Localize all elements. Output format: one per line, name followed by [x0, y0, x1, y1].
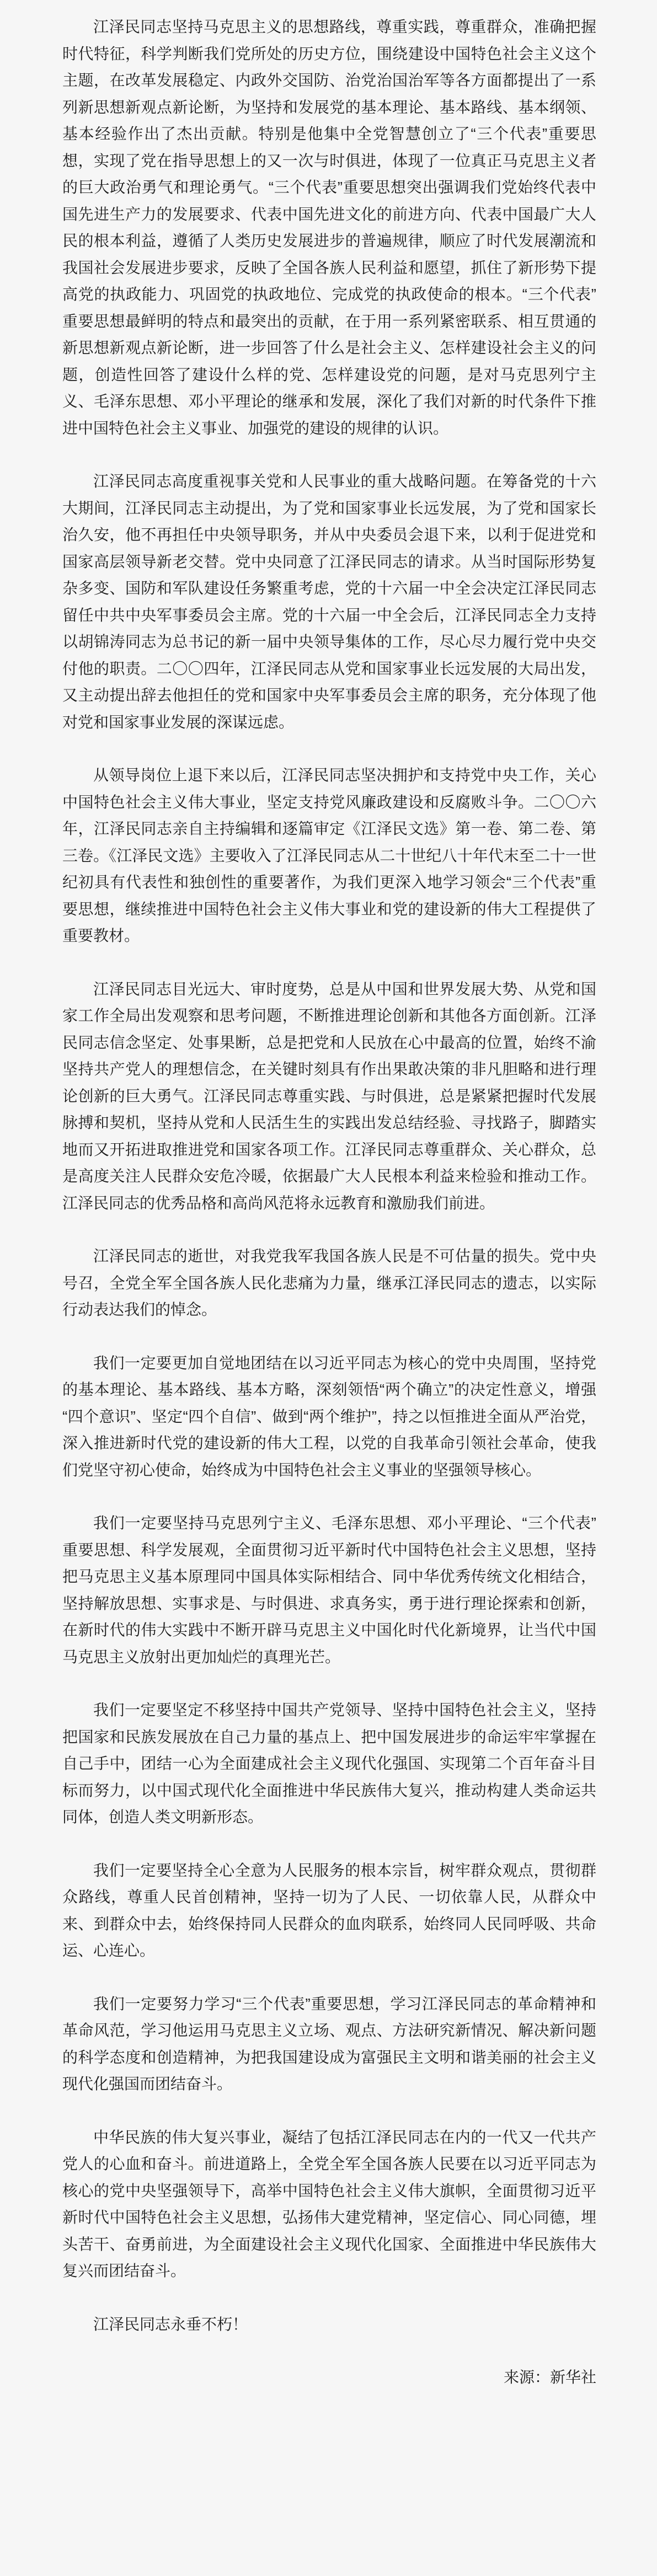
article-paragraph: 我们一定要努力学习“三个代表”重要思想，学习江泽民同志的革命精神和革命风范，学习他运用马克思主义立场、观点、方法研究新情况、解决新问题的科学态度和创造精神，为把我国建设成为富强民主文明和谐美丽的社会主义现代化强国而团结奋斗。 [62, 1995, 596, 2092]
article-paragraph: 我们一定要坚持马克思列宁主义、毛泽东思想、邓小平理论、“三个代表”重要思想、科学发展观，全面贯彻习近平新时代中国特色社会主义思想，坚持把马克思主义基本原理同中国具体实际相结合、同中华优秀传统文化相结合，坚持解放思想、实事求是、与时俱进、求真务实，勇于进行理论探索和创新，在新时代的伟大实践中不断开辟马克思主义中国化时代化新境界，让当代中国马克思主义放射出更加灿烂的真理光芒。 [62, 1514, 596, 1665]
article-paragraph: 从领导岗位上退下来以后，江泽民同志坚决拥护和支持党中央工作，关心中国特色社会主义伟大事业，坚定支持党风廉政建设和反腐败斗争。二〇〇六年，江泽民同志亲自主持编辑和逐篇审定《江泽民文选》第一卷、第二卷、第三卷。《江泽民文选》主要收入了江泽民同志从二十世纪八十年代末至二十一世纪初具有代表性和独创性的重要著作，为我们更深入地学习领会“三个代表”重要思想，继续推进中国特色社会主义伟大事业和党的建设新的伟大工程提供了重要教材。 [62, 767, 596, 944]
article-paragraph: 江泽民同志高度重视事关党和人民事业的重大战略问题。在筹备党的十六大期间，江泽民同志主动提出，为了党和国家事业长远发展，为了党和国家长治久安，他不再担任中央领导职务，并从中央委员会退下来，以利于促进党和国家高层领导新老交替。党中央同意了江泽民同志的请求。从当时国际形势复杂多变、国防和军队建设任务繁重考虑，党的十六届一中全会决定江泽民同志留任中共中央军事委员会主席。党的十六届一中全会后，江泽民同志全力支持以胡锦涛同志为总书记的新一届中央领导集体的工作，尽心尽力履行党中央交付他的职责。二〇〇四年，江泽民同志从党和国家事业长远发展的大局出发，又主动提出辞去他担任的党和国家中央军事委员会主席的职务，充分体现了他对党和国家事业发展的深谋远虑。 [62, 473, 596, 731]
article-paragraph: 我们一定要坚持全心全意为人民服务的根本宗旨，树牢群众观点，贯彻群众路线，尊重人民首创精神，坚持一切为了人民、一切依靠人民，从群众中来、到群众中去，始终保持同人民群众的血肉联系，始终同人民同呼吸、共命运、心连心。 [62, 1861, 596, 1959]
article-paragraph: 中华民族的伟大复兴事业，凝结了包括江泽民同志在内的一代又一代共产党人的心血和奋斗。前进道路上，全党全军全国各族人民要在以习近平同志为核心的党中央坚强领导下，高举中国特色社会主义伟大旗帜，全面贯彻习近平新时代中国特色社会主义思想，弘扬伟大建党精神，坚定信心、同心同德，埋头苦干、奋勇前进，为全面建设社会主义现代化国家、全面推进中华民族伟大复兴而团结奋斗。 [62, 2128, 596, 2279]
article-paragraph: 江泽民同志目光远大、审时度势，总是从中国和世界发展大势、从党和国家工作全局出发观察和思考问题，不断推进理论创新和其他各方面创新。江泽民同志信念坚定、处事果断，总是把党和人民放在心中最高的位置，始终不渝坚持共产党人的理想信念，在关键时刻具有作出果敢决策的非凡胆略和进行理论创新的巨大勇气。江泽民同志尊重实践、与时俱进，总是紧紧把握时代发展脉搏和契机，坚持从党和人民活生生的实践出发总结经验、寻找路子，脚踏实地而又开拓进取推进党和国家各项工作。江泽民同志尊重群众、关心群众，总是高度关注人民群众安危冷暖，依据最广大人民根本利益来检验和推动工作。江泽民同志的优秀品格和高尚风范将永远教育和激励我们前进。 [62, 980, 596, 1212]
article-paragraph: 我们一定要更加自觉地团结在以习近平同志为核心的党中央周围，坚持党的基本理论、基本路线、基本方略，深刻领悟“两个确立”的决定性意义，增强“四个意识”、坚定“四个自信”、做到“两个维护”，持之以恒推进全面从严治党，深入推进新时代党的建设新的伟大工程，以党的自我革命引领社会革命，使我们党坚守初心使命，始终成为中国特色社会主义事业的坚强领导核心。 [62, 1354, 596, 1479]
article-paragraph: 江泽民同志坚持马克思主义的思想路线，尊重实践，尊重群众，准确把握时代特征，科学判断我们党所处的历史方位，围绕建设中国特色社会主义这个主题，在改革发展稳定、内政外交国防、治党治国治军等各方面都提出了一系列新思想新观点新论断，为坚持和发展党的基本理论、基本路线、基本纲领、基本经验作出了杰出贡献。特别是他集中全党智慧创立了“三个代表”重要思想，实现了党在指导思想上的又一次与时俱进，体现了一位真正马克思主义者的巨大政治勇气和理论勇气。“三个代表”重要思想突出强调我们党始终代表中国先进生产力的发展要求、代表中国先进文化的前进方向、代表中国最广大人民的根本利益，遵循了人类历史发展进步的普遍规律，顺应了时代发展潮流和我国社会发展进步要求，反映了全国各族人民利益和愿望，抓住了新形势下提高党的执政能力、巩固党的执政地位、完成党的执政使命的根本。“三个代表”重要思想最鲜明的特点和最突出的贡献，在于用一系列紧密联系、相互贯通的新思想新观点新论断，进一步回答了什么是社会主义、怎样建设社会主义的问题，创造性回答了建设什么样的党、怎样建设党的问题，是对马克思列宁主义、毛泽东思想、邓小平理论的继承和发展，深化了我们对新的时代条件下推进中国特色社会主义事业、加强党的建设的规律的认识。 [62, 18, 596, 437]
article-source: 来源：新华社 [503, 2369, 596, 2386]
article-paragraph: 我们一定要坚定不移坚持中国共产党领导、坚持中国特色社会主义，坚持把国家和民族发展放在自己力量的基点上、把中国发展进步的命运牢牢掌握在自己手中，团结一心为全面建成社会主义现代化强国、实现第二个百年奋斗目标而努力，以中国式现代化全面推进中华民族伟大复兴，推动构建人类命运共同体，创造人类文明新形态。 [62, 1701, 596, 1825]
article-closing-line: 江泽民同志永垂不朽！ [93, 2315, 248, 2333]
article-paragraph: 江泽民同志的逝世，对我党我军我国各族人民是不可估量的损失。党中央号召，全党全军全国各族人民化悲痛为力量，继承江泽民同志的遗志，以实际行动表达我们的悼念。 [62, 1247, 596, 1318]
article-body [62, 14, 596, 2391]
